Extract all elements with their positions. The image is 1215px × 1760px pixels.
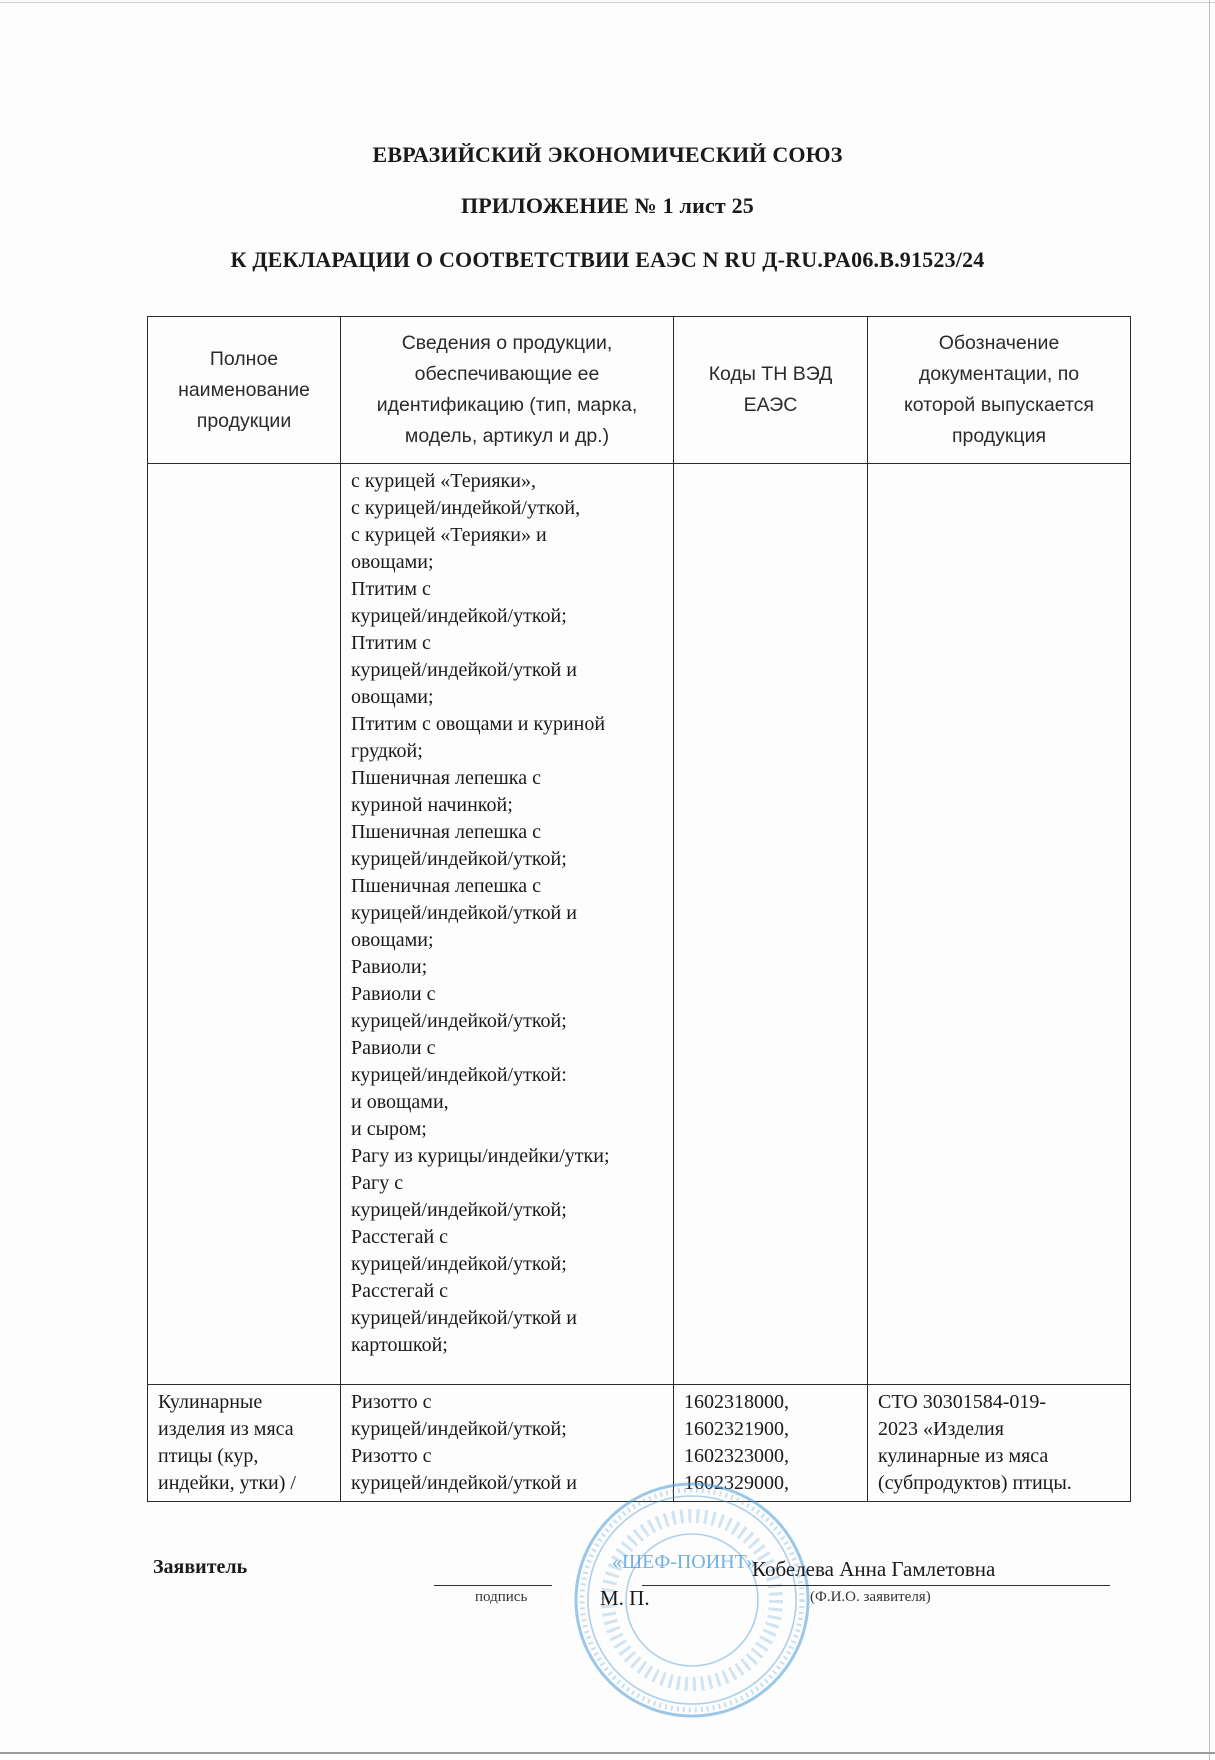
text-line: изделия из мяса — [158, 1418, 294, 1440]
text-line: Расстегай с — [351, 1280, 449, 1302]
applicant-label: Заявитель — [153, 1556, 248, 1578]
header-union-title: ЕВРАЗИЙСКИЙ ЭКОНОМИЧЕСКИЙ СОЮЗ — [372, 142, 843, 167]
text-line: Пшеничная лепешка с — [351, 875, 541, 897]
cell-info-continuation — [341, 464, 674, 1385]
text-line: курицей/индейкой/уткой; — [351, 605, 567, 627]
signature-caption: подпись — [475, 1589, 528, 1605]
fio-caption: (Ф.И.О. заявителя) — [810, 1589, 931, 1605]
text-line: овощами; — [351, 929, 434, 951]
text-line: Равиоли с — [351, 983, 436, 1005]
text-line: Рагу с — [351, 1172, 404, 1194]
text-line: Полное — [209, 347, 279, 370]
text-line: овощами; — [351, 686, 434, 708]
text-line: Коды ТН ВЭД — [708, 363, 833, 385]
header-appendix-title: ПРИЛОЖЕНИЕ № 1 лист 25 — [460, 193, 755, 218]
text-line: которой выпускается — [904, 394, 1094, 416]
text-line: 1602323000, — [684, 1445, 789, 1467]
column-header-name — [148, 317, 341, 464]
text-line: Птитим с — [351, 578, 431, 600]
text-line: с курицей «Терияки», — [351, 470, 536, 492]
text-line: с курицей «Терияки» и — [351, 524, 547, 546]
signature-line — [434, 1585, 552, 1586]
text-line: картошкой; — [351, 1334, 448, 1356]
text-line: Птитим с — [351, 632, 431, 654]
fio-line — [642, 1585, 1110, 1586]
declaration-table — [147, 316, 1131, 1502]
text-line: продукции — [196, 409, 292, 432]
text-line: Обозначение — [938, 332, 1060, 354]
text-line: и овощами, — [351, 1091, 449, 1113]
text-line: Равиоли; — [351, 956, 428, 978]
text-line: Сведения о продукции, — [401, 332, 613, 354]
text-line: Птитим с овощами и куриной — [351, 713, 606, 735]
cell-doc-continuation — [868, 464, 1131, 1385]
text-line: СТО 30301584-019- — [878, 1391, 1047, 1413]
text-line: индейки, утки) / — [158, 1472, 296, 1494]
text-line: Пшеничная лепешка с — [351, 767, 541, 789]
text-line: Ризотто с — [351, 1391, 432, 1413]
text-line: и сыром; — [351, 1118, 427, 1140]
text-line: курицей/индейкой/уткой и — [351, 659, 577, 681]
text-line: курицей/индейкой/уткой: — [351, 1064, 567, 1086]
text-line: курицей/индейкой/уткой и — [351, 1472, 577, 1494]
cell-codes-continuation — [674, 464, 868, 1385]
text-line: курицей/индейкой/уткой; — [351, 1010, 567, 1032]
text-line: курицей/индейкой/уткой и — [351, 902, 577, 924]
cell-product-name — [148, 1385, 341, 1502]
text-line: (субпродуктов) птицы. — [878, 1472, 1072, 1494]
scan-edge-bottom — [0, 1752, 1215, 1754]
text-line: модель, артикул и др.) — [404, 425, 610, 447]
text-line: продукция — [951, 425, 1047, 447]
text-line: Кулинарные — [158, 1391, 263, 1413]
text-line: Пшеничная лепешка с — [351, 821, 541, 843]
text-line: курицей/индейкой/уткой; — [351, 848, 567, 870]
scan-edge-top — [0, 2, 1215, 3]
text-line: курицей/индейкой/уткой; — [351, 1253, 567, 1275]
header-declaration-title: К ДЕКЛАРАЦИИ О СООТВЕТСТВИИ ЕАЭС N RU Д-RU.PA06.B.91523/24 — [230, 247, 985, 272]
table-row — [148, 464, 1131, 1385]
text-line: Расстегай с — [351, 1226, 449, 1248]
text-line: обеспечивающие ее — [414, 363, 600, 385]
text-line: Ризотто с — [351, 1445, 432, 1467]
text-line: куриной начинкой; — [351, 794, 513, 816]
text-line: наименование — [178, 378, 310, 401]
text-line: 1602329000, — [684, 1472, 789, 1494]
text-line: идентификацию (тип, марка, — [376, 394, 638, 416]
cell-name-continuation — [148, 464, 341, 1385]
text-line: овощами; — [351, 551, 434, 573]
column-header-documentation — [868, 317, 1131, 464]
applicant-fio: Кобелева Анна Гамлетовна — [752, 1557, 996, 1581]
text-line: 2023 «Изделия — [878, 1418, 1004, 1440]
text-line: 1602318000, — [684, 1391, 789, 1413]
seal-place-mark: М. П. — [600, 1586, 650, 1610]
text-line: грудкой; — [351, 740, 423, 762]
seal-stamp-text: «ШЕФ-ПОИНТ» — [612, 1551, 757, 1573]
text-line: ЕАЭС — [743, 394, 798, 416]
table-header-row — [148, 317, 1131, 464]
text-line: Равиоли с — [351, 1037, 436, 1059]
text-line: курицей/индейкой/уткой; — [351, 1418, 567, 1440]
text-line: кулинарные из мяса — [878, 1445, 1049, 1467]
text-line: с курицей/индейкой/уткой, — [351, 497, 581, 519]
text-line: курицей/индейкой/уткой и — [351, 1307, 577, 1329]
text-line: документации, по — [918, 363, 1080, 385]
column-header-info — [341, 317, 674, 464]
text-line: курицей/индейкой/уткой; — [351, 1199, 567, 1221]
cell-documentation — [868, 1385, 1131, 1502]
column-header-codes — [674, 317, 868, 464]
text-line: Рагу из курицы/индейки/утки; — [351, 1145, 610, 1167]
text-line: 1602321900, — [684, 1418, 789, 1440]
text-line: птицы (кур, — [158, 1445, 259, 1467]
